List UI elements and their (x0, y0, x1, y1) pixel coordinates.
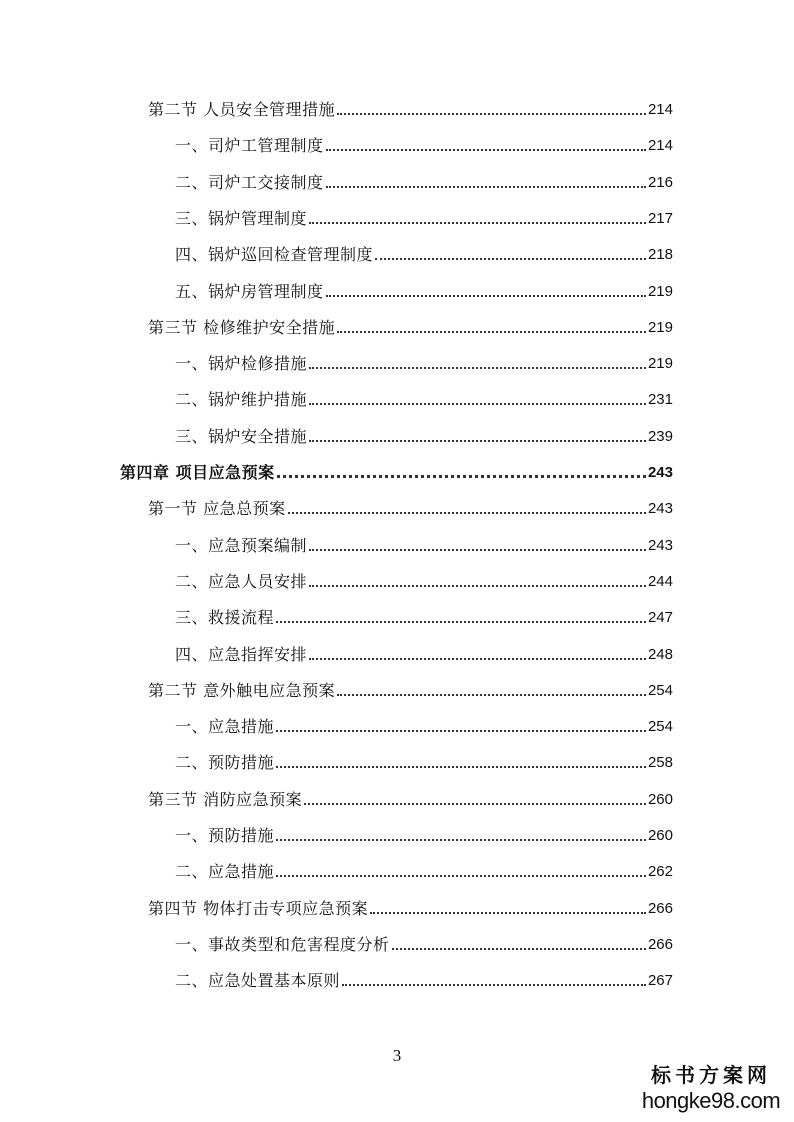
toc-entry-label: 三、救援流程 (175, 608, 275, 628)
toc-entry-label: 二、预防措施 (175, 753, 275, 773)
toc-entry[interactable] (175, 818, 673, 846)
toc-entry-page: 219 (647, 318, 673, 336)
toc-entry[interactable] (175, 201, 673, 229)
toc-entry-page: 218 (647, 246, 673, 264)
toc-entry-label: 二、应急处置基本原则 (175, 971, 341, 991)
toc-dot-leader (276, 730, 646, 732)
toc-entry[interactable] (175, 963, 673, 991)
toc-entry-label: 一、应急预案编制 (175, 535, 308, 555)
toc-entry[interactable] (175, 237, 673, 265)
toc-dot-leader (375, 258, 646, 260)
toc-entry[interactable] (148, 891, 673, 919)
toc-entry-page: 254 (647, 718, 673, 736)
watermark-url: hongke98.com (641, 1088, 781, 1113)
toc-dot-leader (337, 113, 646, 115)
toc-entry[interactable] (175, 927, 673, 955)
watermark (636, 1062, 786, 1114)
toc-entry[interactable] (148, 782, 673, 810)
toc-entry-label: 二、锅炉维护措施 (175, 390, 308, 410)
toc-dot-leader (276, 621, 646, 623)
toc-entry-page: 231 (647, 391, 673, 409)
toc-entry[interactable] (175, 419, 673, 447)
toc-entry-label: 第一节 应急总预案 (148, 499, 286, 519)
toc-dot-leader (326, 149, 646, 151)
toc-entry-label: 第三节 消防应急预案 (148, 789, 303, 809)
toc-entry-page: 267 (647, 972, 673, 990)
toc-dot-leader (342, 984, 646, 986)
toc-entry-label: 一、锅炉检修措施 (175, 354, 308, 374)
toc-dot-leader (309, 403, 646, 405)
toc-entry[interactable] (175, 346, 673, 374)
toc-entry-page: 243 (647, 500, 673, 518)
toc-entry-label: 一、事故类型和危害程度分析 (175, 934, 390, 954)
toc-entry-label: 四、应急指挥安排 (175, 644, 308, 664)
toc-entry-page: 254 (647, 681, 673, 699)
toc-entry-page: 260 (647, 790, 673, 808)
toc-dot-leader (326, 295, 646, 297)
toc-dot-leader (309, 658, 646, 660)
toc-entry[interactable] (148, 673, 673, 701)
toc-dot-leader (309, 440, 646, 442)
page-number: 3 (392, 1046, 402, 1065)
toc-entry-page: 243 (647, 536, 673, 554)
toc-entry[interactable] (120, 455, 673, 483)
toc-entry[interactable] (148, 92, 673, 120)
toc-entry-label: 第二节 人员安全管理措施 (148, 100, 336, 119)
toc-dot-leader (309, 367, 646, 369)
watermark-title: 标书方案网 (651, 1063, 771, 1087)
toc-entry-label: 四、锅炉巡回检查管理制度 (175, 245, 374, 265)
toc-entry-label: 第三节 检修维护安全措施 (148, 317, 336, 337)
toc-entry-page: 219 (647, 282, 673, 300)
toc-entry-label: 第二节 意外触电应急预案 (148, 680, 336, 700)
toc-entry-label: 第四节 物体打击专项应急预案 (148, 898, 369, 918)
toc-entry[interactable] (175, 854, 673, 882)
toc-dot-leader (337, 694, 646, 696)
toc-dot-leader (277, 475, 646, 478)
toc-dot-leader (392, 948, 646, 950)
toc-entry-label: 二、应急措施 (175, 862, 275, 882)
toc-entry-page: 247 (647, 609, 673, 627)
toc-entry-page: 216 (647, 173, 673, 191)
toc-dot-leader (337, 331, 646, 333)
toc-dot-leader (326, 186, 646, 188)
toc-dot-leader (370, 912, 646, 914)
toc-entry-label: 二、应急人员安排 (175, 571, 308, 591)
toc-entry-label: 一、司炉工管理制度 (175, 136, 324, 156)
toc-entry-label: 五、锅炉房管理制度 (175, 281, 324, 301)
toc-dot-leader (276, 839, 646, 841)
toc-entry-page: 214 (647, 101, 673, 118)
toc-entry-page: 266 (647, 935, 673, 953)
toc-dot-leader (309, 585, 646, 587)
toc-dot-leader (276, 875, 646, 877)
toc-entry-page: 214 (647, 137, 673, 155)
toc-dot-leader (304, 803, 646, 805)
toc-entry-page: 244 (647, 572, 673, 590)
toc-entry-page: 219 (647, 355, 673, 373)
toc-entry-page: 248 (647, 645, 673, 663)
toc-entry-label: 二、司炉工交接制度 (175, 172, 324, 192)
toc-entry[interactable] (175, 165, 673, 193)
toc-entry-page: 239 (647, 427, 673, 445)
toc-entry-label: 三、锅炉安全措施 (175, 426, 308, 446)
toc-entry-page: 258 (647, 754, 673, 772)
toc-entry-page: 217 (647, 209, 673, 227)
toc-entry[interactable] (175, 528, 673, 556)
toc-entry-page: 266 (647, 899, 673, 917)
toc-entry-label: 一、应急措施 (175, 717, 275, 737)
toc-entry[interactable] (175, 564, 673, 592)
toc-entry-label: 三、锅炉管理制度 (175, 208, 308, 228)
toc-entry[interactable] (175, 637, 673, 665)
toc-entry[interactable] (175, 709, 673, 737)
toc-entry[interactable] (148, 491, 673, 519)
toc-entry[interactable] (148, 310, 673, 338)
toc-entry-page: 260 (647, 827, 673, 844)
toc-dot-leader (288, 512, 646, 514)
toc-dot-leader (276, 766, 646, 768)
toc-dot-leader (309, 222, 646, 224)
toc-entry-page: 262 (647, 863, 673, 881)
toc-entry[interactable] (175, 382, 673, 410)
toc-entry-page: 243 (647, 464, 673, 481)
toc-dot-leader (309, 549, 646, 551)
toc-entry-label: 第四章 项目应急预案 (120, 463, 275, 482)
toc-entry-label: 一、预防措施 (175, 826, 275, 845)
toc-entry[interactable] (175, 128, 673, 156)
toc-entry[interactable] (175, 600, 673, 628)
toc-entry[interactable] (175, 745, 673, 773)
toc-entry[interactable] (175, 274, 673, 302)
